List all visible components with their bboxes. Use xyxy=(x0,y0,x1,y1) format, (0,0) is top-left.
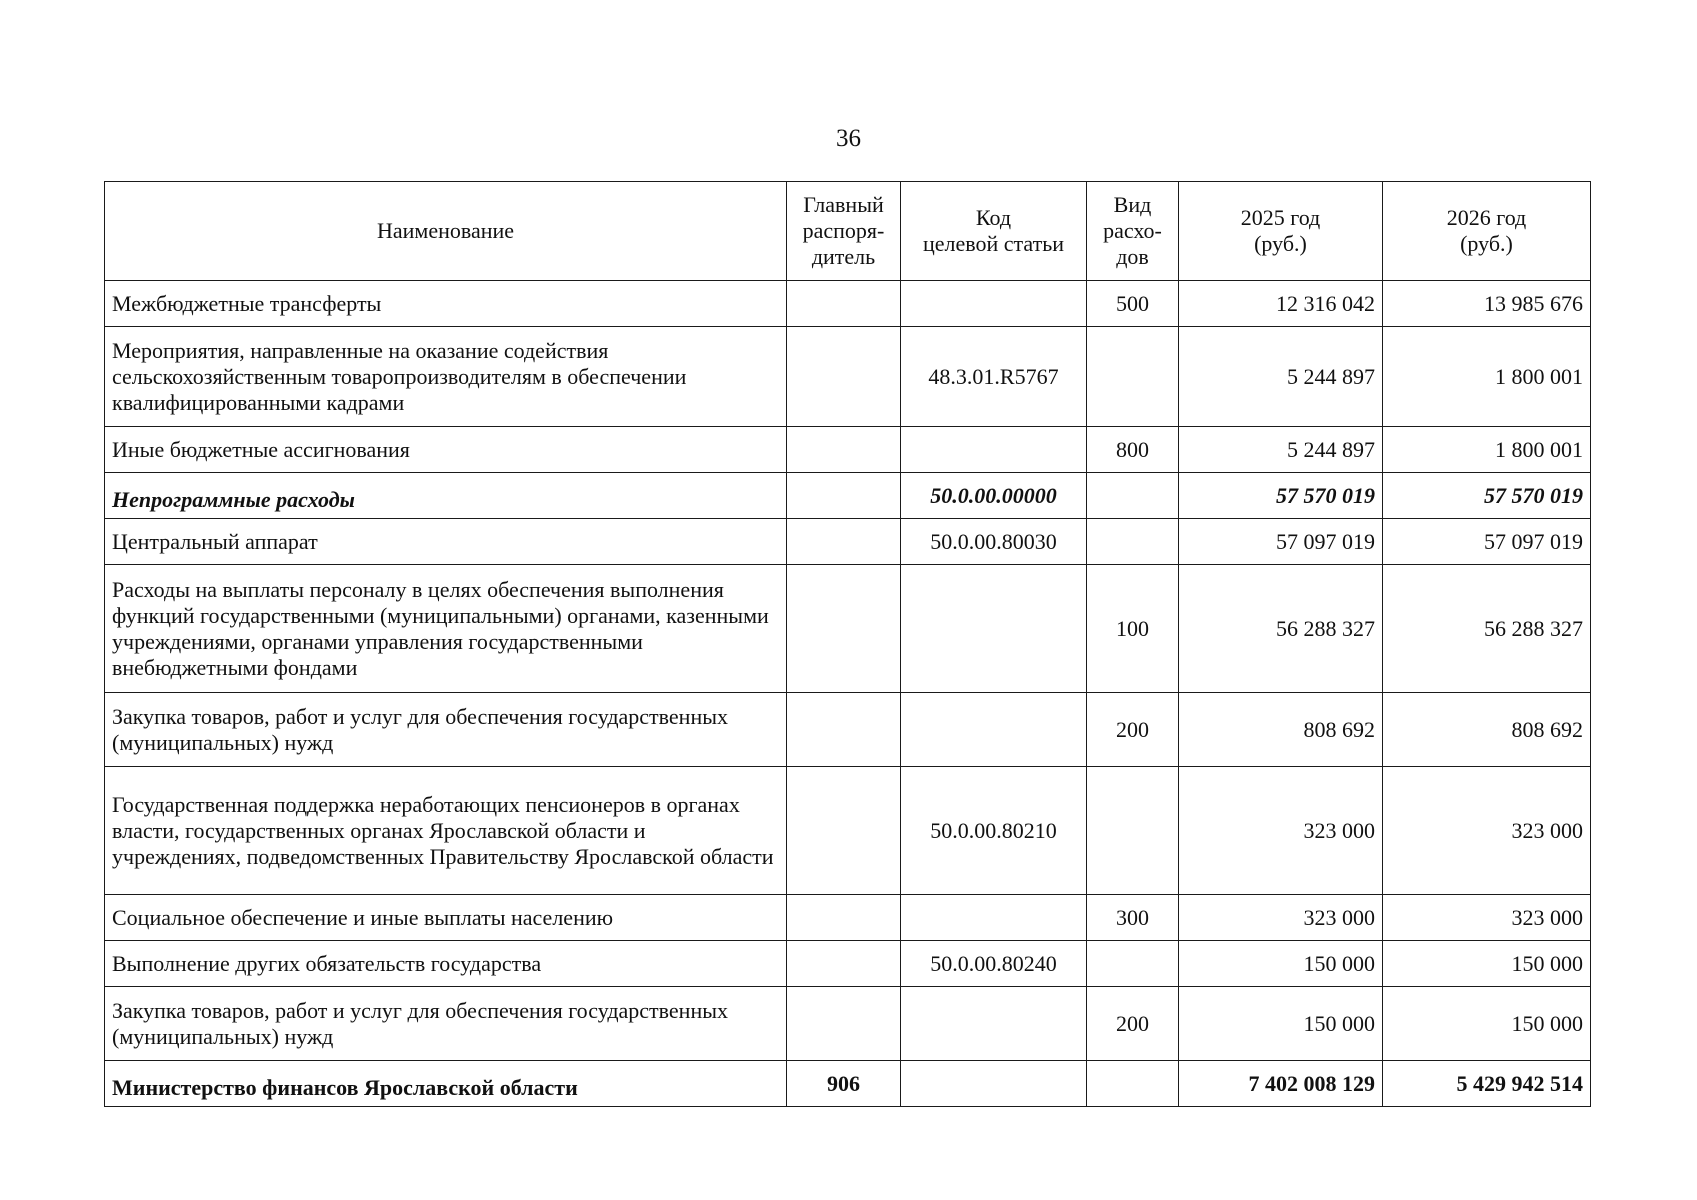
table-row xyxy=(105,327,1591,427)
row-2026: 150 000 xyxy=(1383,941,1591,987)
row-name: Расходы на выплаты персоналу в целях обеспечения выполнения функций государственными (муниципальными) органами, казенными учреждениями, органами управления государственными внебюджетными фондами xyxy=(105,565,787,693)
header-admin: Главный распоря- дитель xyxy=(787,182,901,281)
row-name: Социальное обеспечение и иные выплаты населению xyxy=(105,895,787,941)
row-2025: 5 244 897 xyxy=(1179,427,1383,473)
table-row xyxy=(105,473,1591,519)
row-type xyxy=(1087,473,1179,519)
row-2026: 808 692 xyxy=(1383,693,1591,767)
header-2025: 2025 год (руб.) xyxy=(1179,182,1383,281)
row-2026: 5 429 942 514 xyxy=(1383,1061,1591,1107)
row-type xyxy=(1087,1061,1179,1107)
row-name: Межбюджетные трансферты xyxy=(105,281,787,327)
table-row xyxy=(105,427,1591,473)
row-admin xyxy=(787,565,901,693)
row-type xyxy=(1087,519,1179,565)
row-admin: 906 xyxy=(787,1061,901,1107)
row-code xyxy=(901,565,1087,693)
header-2026: 2026 год (руб.) xyxy=(1383,182,1591,281)
row-2025: 323 000 xyxy=(1179,895,1383,941)
row-admin xyxy=(787,327,901,427)
row-2026: 57 097 019 xyxy=(1383,519,1591,565)
table-row xyxy=(105,565,1591,693)
row-code xyxy=(901,427,1087,473)
row-2025: 56 288 327 xyxy=(1179,565,1383,693)
row-2026: 56 288 327 xyxy=(1383,565,1591,693)
row-2025: 808 692 xyxy=(1179,693,1383,767)
table-row xyxy=(105,281,1591,327)
header-code: Код целевой статьи xyxy=(901,182,1087,281)
row-admin xyxy=(787,987,901,1061)
row-2026: 150 000 xyxy=(1383,987,1591,1061)
row-name: Выполнение других обязательств государства xyxy=(105,941,787,987)
row-type: 200 xyxy=(1087,693,1179,767)
row-name: Закупка товаров, работ и услуг для обеспечения государственных (муниципальных) нужд xyxy=(105,693,787,767)
header-name: Наименование xyxy=(105,182,787,281)
row-2026: 57 570 019 xyxy=(1383,473,1591,519)
row-2025: 323 000 xyxy=(1179,767,1383,895)
row-type: 100 xyxy=(1087,565,1179,693)
row-2026: 13 985 676 xyxy=(1383,281,1591,327)
row-type xyxy=(1087,767,1179,895)
table-row xyxy=(105,941,1591,987)
table-row xyxy=(105,1061,1591,1107)
row-name: Министерство финансов Ярославской области xyxy=(105,1061,787,1107)
budget-table xyxy=(104,181,1591,1107)
row-2025: 5 244 897 xyxy=(1179,327,1383,427)
row-type: 500 xyxy=(1087,281,1179,327)
row-type: 300 xyxy=(1087,895,1179,941)
row-code xyxy=(901,1061,1087,1107)
row-2025: 12 316 042 xyxy=(1179,281,1383,327)
row-admin xyxy=(787,281,901,327)
row-type xyxy=(1087,327,1179,427)
table-row xyxy=(105,987,1591,1061)
row-code xyxy=(901,693,1087,767)
row-name: Иные бюджетные ассигнования xyxy=(105,427,787,473)
header-type: Вид расхо- дов xyxy=(1087,182,1179,281)
row-2026: 323 000 xyxy=(1383,767,1591,895)
row-type xyxy=(1087,941,1179,987)
row-2025: 150 000 xyxy=(1179,987,1383,1061)
row-admin xyxy=(787,473,901,519)
row-code xyxy=(901,281,1087,327)
row-2025: 7 402 008 129 xyxy=(1179,1061,1383,1107)
row-2026: 1 800 001 xyxy=(1383,427,1591,473)
row-name: Мероприятия, направленные на оказание содействия сельскохозяйственным товаропроизводителям в обеспечении квалифицированными кадрами xyxy=(105,327,787,427)
row-name: Закупка товаров, работ и услуг для обеспечения государственных (муниципальных) нужд xyxy=(105,987,787,1061)
row-2025: 150 000 xyxy=(1179,941,1383,987)
row-code: 50.0.00.80240 xyxy=(901,941,1087,987)
row-admin xyxy=(787,427,901,473)
row-admin xyxy=(787,895,901,941)
row-admin xyxy=(787,693,901,767)
row-code: 50.0.00.80210 xyxy=(901,767,1087,895)
row-name: Непрограммные расходы xyxy=(105,473,787,519)
row-code: 50.0.00.80030 xyxy=(901,519,1087,565)
row-2025: 57 097 019 xyxy=(1179,519,1383,565)
table-row xyxy=(105,895,1591,941)
row-2026: 323 000 xyxy=(1383,895,1591,941)
row-type: 200 xyxy=(1087,987,1179,1061)
header-row xyxy=(105,182,1591,281)
row-type: 800 xyxy=(1087,427,1179,473)
table-row xyxy=(105,693,1591,767)
table-row xyxy=(105,519,1591,565)
table-row xyxy=(105,767,1591,895)
row-code: 48.3.01.R5767 xyxy=(901,327,1087,427)
row-name: Центральный аппарат xyxy=(105,519,787,565)
page-number: 36 xyxy=(836,125,861,152)
row-code xyxy=(901,987,1087,1061)
row-admin xyxy=(787,767,901,895)
row-name: Государственная поддержка неработающих пенсионеров в органах власти, государственных органах Ярославской области и учреждениях, подведомственных Правительству Ярославской области xyxy=(105,767,787,895)
row-admin xyxy=(787,519,901,565)
row-2025: 57 570 019 xyxy=(1179,473,1383,519)
row-code xyxy=(901,895,1087,941)
row-2026: 1 800 001 xyxy=(1383,327,1591,427)
row-code: 50.0.00.00000 xyxy=(901,473,1087,519)
row-admin xyxy=(787,941,901,987)
